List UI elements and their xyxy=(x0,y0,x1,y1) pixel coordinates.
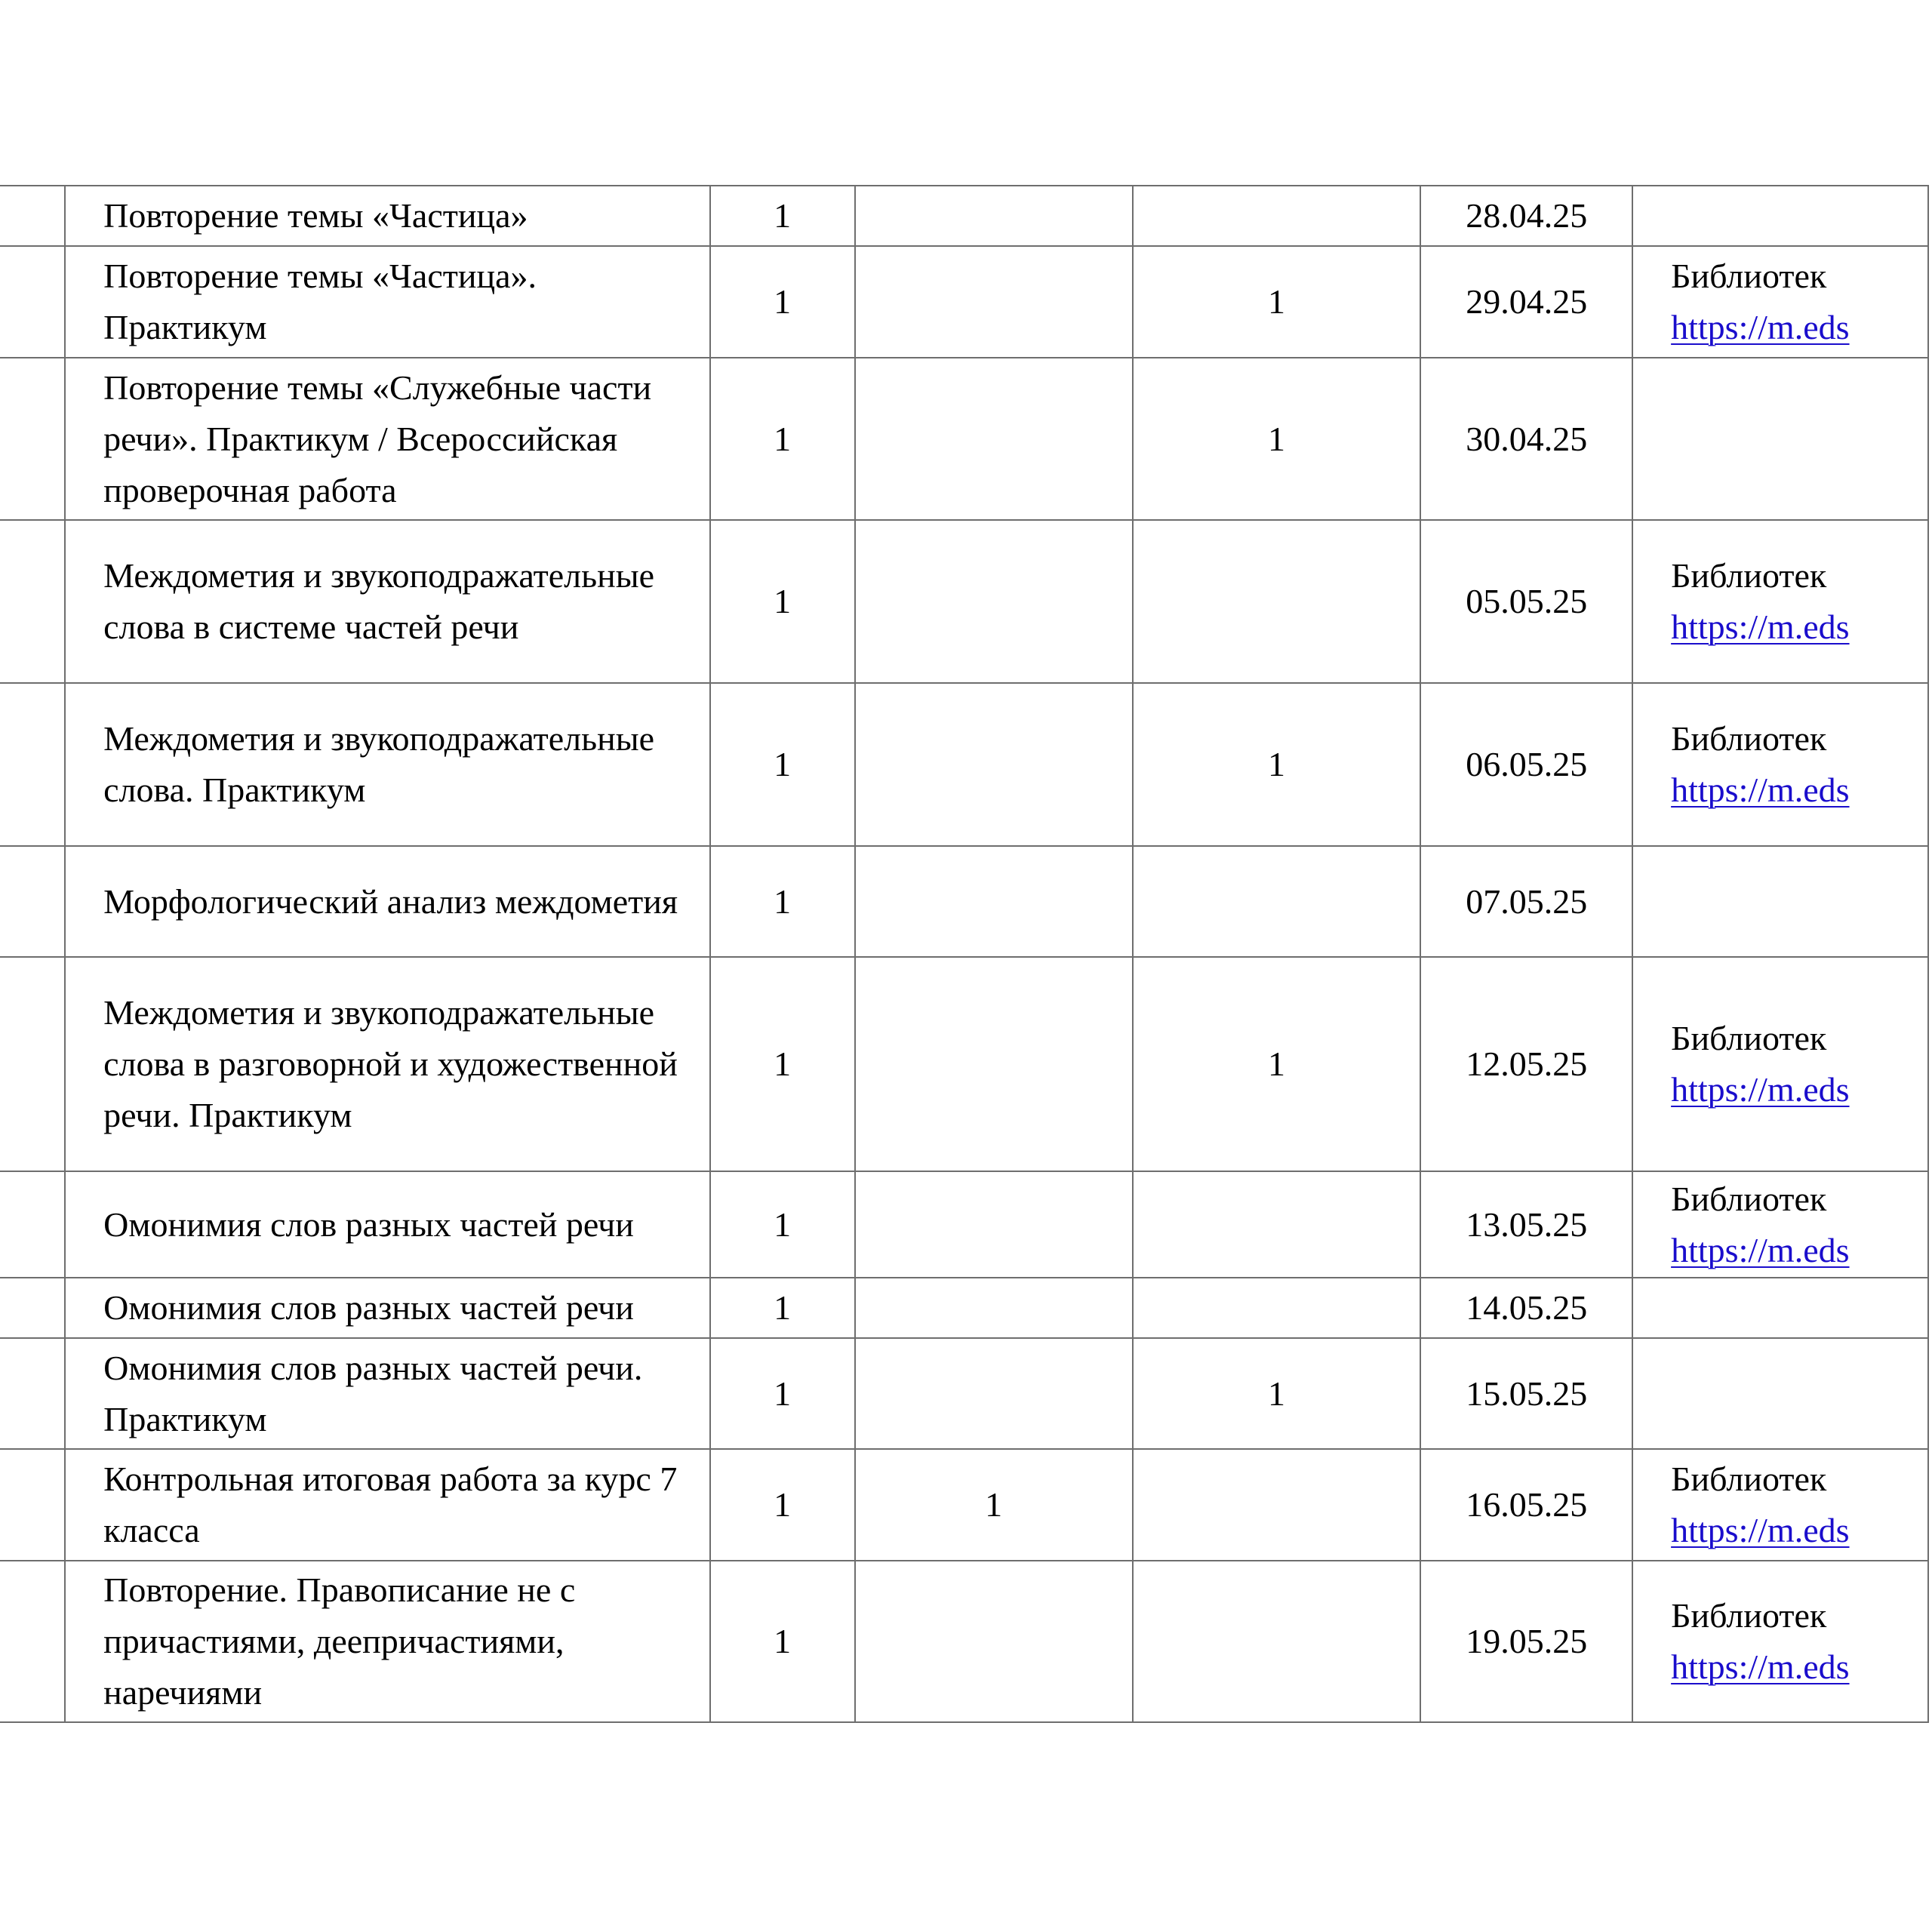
resource-link[interactable]: https://m.eds xyxy=(1671,1647,1850,1686)
table-row xyxy=(0,1449,1928,1561)
resource-label: Библиотек xyxy=(1671,556,1827,595)
practical-works-cell: 1 xyxy=(1133,1338,1421,1449)
total-hours-cell: 1 xyxy=(710,186,855,246)
practical-works-cell xyxy=(1133,520,1421,683)
lesson-number-cell xyxy=(0,1449,65,1561)
total-hours-cell: 1 xyxy=(710,1171,855,1278)
lesson-number-cell xyxy=(0,1171,65,1278)
lesson-date-cell: 07.05.25 xyxy=(1420,846,1632,957)
lesson-topic-cell xyxy=(65,957,710,1171)
table-row xyxy=(0,246,1928,358)
lesson-number-cell xyxy=(0,846,65,957)
lesson-topic-cell xyxy=(65,1171,710,1278)
control-works-cell: 1 xyxy=(855,1449,1133,1561)
total-hours-cell: 1 xyxy=(710,957,855,1171)
practical-works-cell: 1 xyxy=(1133,683,1421,846)
practical-works-cell xyxy=(1133,1449,1421,1561)
lesson-topic: Повторение темы «Частица» xyxy=(103,196,528,235)
resource-link[interactable]: https://m.eds xyxy=(1671,1511,1850,1549)
control-works-cell xyxy=(855,1338,1133,1449)
lesson-topic-cell xyxy=(65,246,710,358)
table-row xyxy=(0,1171,1928,1278)
lesson-topic: Повторение темы «Служебные части речи». Практикум / Всероссийская проверочная работа xyxy=(103,368,652,509)
resource-link[interactable]: https://m.eds xyxy=(1671,608,1850,646)
table-row xyxy=(0,520,1928,683)
total-hours-cell: 1 xyxy=(710,1449,855,1561)
lesson-date-cell: 05.05.25 xyxy=(1420,520,1632,683)
lesson-topic-cell xyxy=(65,186,710,246)
lesson-topic-cell xyxy=(65,683,710,846)
lesson-topic-cell xyxy=(65,520,710,683)
lesson-date-cell: 19.05.25 xyxy=(1420,1561,1632,1722)
table-row xyxy=(0,358,1928,520)
lesson-topic-cell xyxy=(65,1338,710,1449)
lesson-topic-cell xyxy=(65,1449,710,1561)
resources-cell xyxy=(1632,246,1928,358)
resources-cell xyxy=(1632,846,1928,957)
control-works-cell xyxy=(855,957,1133,1171)
lesson-date-cell: 06.05.25 xyxy=(1420,683,1632,846)
control-works-cell xyxy=(855,186,1133,246)
lesson-number-cell xyxy=(0,520,65,683)
lesson-plan-body xyxy=(0,186,1928,1722)
lesson-number-cell xyxy=(0,1561,65,1722)
total-hours-cell: 1 xyxy=(710,1338,855,1449)
resources-cell xyxy=(1632,520,1928,683)
control-works-cell xyxy=(855,1171,1133,1278)
table-row xyxy=(0,683,1928,846)
total-hours-cell: 1 xyxy=(710,846,855,957)
lesson-topic: Повторение. Правописание не с причастиями, деепричастиями, наречиями xyxy=(103,1571,576,1712)
resources-cell xyxy=(1632,1171,1928,1278)
practical-works-cell xyxy=(1133,1171,1421,1278)
table-row xyxy=(0,1561,1928,1722)
lesson-plan-table xyxy=(0,185,1929,1723)
lesson-date-cell: 30.04.25 xyxy=(1420,358,1632,520)
lesson-date-cell: 16.05.25 xyxy=(1420,1449,1632,1561)
control-works-cell xyxy=(855,246,1133,358)
resources-cell xyxy=(1632,683,1928,846)
resources-cell xyxy=(1632,358,1928,520)
resource-link[interactable]: https://m.eds xyxy=(1671,308,1850,346)
control-works-cell xyxy=(855,520,1133,683)
practical-works-cell xyxy=(1133,1278,1421,1338)
practical-works-cell: 1 xyxy=(1133,358,1421,520)
lesson-number-cell xyxy=(0,358,65,520)
total-hours-cell: 1 xyxy=(710,1561,855,1722)
control-works-cell xyxy=(855,1561,1133,1722)
resource-label: Библиотек xyxy=(1671,1179,1827,1218)
lesson-topic-cell xyxy=(65,1561,710,1722)
lesson-date-cell: 28.04.25 xyxy=(1420,186,1632,246)
resources-cell xyxy=(1632,1338,1928,1449)
total-hours-cell: 1 xyxy=(710,683,855,846)
lesson-topic: Омонимия слов разных частей речи. Практикум xyxy=(103,1348,643,1438)
table-row xyxy=(0,846,1928,957)
resource-link[interactable]: https://m.eds xyxy=(1671,771,1850,809)
resource-link[interactable]: https://m.eds xyxy=(1671,1070,1850,1109)
lesson-topic: Повторение темы «Частица». Практикум xyxy=(103,257,537,346)
lesson-topic-cell xyxy=(65,358,710,520)
control-works-cell xyxy=(855,1278,1133,1338)
table-row xyxy=(0,186,1928,246)
lesson-topic: Междометия и звукоподражательные слова в разговорной и художественной речи. Практикум xyxy=(103,993,678,1134)
total-hours-cell: 1 xyxy=(710,358,855,520)
lesson-topic: Междометия и звукоподражательные слова в системе частей речи xyxy=(103,556,655,646)
resources-cell xyxy=(1632,1278,1928,1338)
practical-works-cell xyxy=(1133,186,1421,246)
lesson-date-cell: 15.05.25 xyxy=(1420,1338,1632,1449)
lesson-topic-cell xyxy=(65,1278,710,1338)
lesson-topic-cell xyxy=(65,846,710,957)
lesson-date-cell: 14.05.25 xyxy=(1420,1278,1632,1338)
lesson-topic: Омонимия слов разных частей речи xyxy=(103,1288,634,1327)
resource-label: Библиотек xyxy=(1671,257,1827,295)
lesson-number-cell xyxy=(0,957,65,1171)
resource-link[interactable]: https://m.eds xyxy=(1671,1230,1850,1269)
resources-cell xyxy=(1632,186,1928,246)
total-hours-cell: 1 xyxy=(710,246,855,358)
resource-label: Библиотек xyxy=(1671,719,1827,758)
control-works-cell xyxy=(855,358,1133,520)
lesson-topic: Морфологический анализ междометия xyxy=(103,881,678,921)
lesson-date-cell: 12.05.25 xyxy=(1420,957,1632,1171)
table-row xyxy=(0,1278,1928,1338)
resource-label: Библиотек xyxy=(1671,1596,1827,1635)
lesson-number-cell xyxy=(0,683,65,846)
practical-works-cell xyxy=(1133,846,1421,957)
lesson-date-cell: 29.04.25 xyxy=(1420,246,1632,358)
practical-works-cell: 1 xyxy=(1133,246,1421,358)
lesson-topic: Междометия и звукоподражательные слова. Практикум xyxy=(103,719,655,809)
control-works-cell xyxy=(855,846,1133,957)
resources-cell xyxy=(1632,957,1928,1171)
resources-cell xyxy=(1632,1449,1928,1561)
lesson-date-cell: 13.05.25 xyxy=(1420,1171,1632,1278)
lesson-number-cell xyxy=(0,1278,65,1338)
lesson-topic: Контрольная итоговая работа за курс 7 класса xyxy=(103,1460,678,1549)
lesson-topic: Омонимия слов разных частей речи xyxy=(103,1204,634,1244)
practical-works-cell: 1 xyxy=(1133,957,1421,1171)
resource-label: Библиотек xyxy=(1671,1019,1827,1057)
table-row xyxy=(0,957,1928,1171)
table-row xyxy=(0,1338,1928,1449)
practical-works-cell xyxy=(1133,1561,1421,1722)
total-hours-cell: 1 xyxy=(710,520,855,683)
resource-label: Библиотек xyxy=(1671,1460,1827,1498)
resources-cell xyxy=(1632,1561,1928,1722)
lesson-number-cell xyxy=(0,246,65,358)
control-works-cell xyxy=(855,683,1133,846)
lesson-number-cell xyxy=(0,186,65,246)
total-hours-cell: 1 xyxy=(710,1278,855,1338)
lesson-number-cell xyxy=(0,1338,65,1449)
